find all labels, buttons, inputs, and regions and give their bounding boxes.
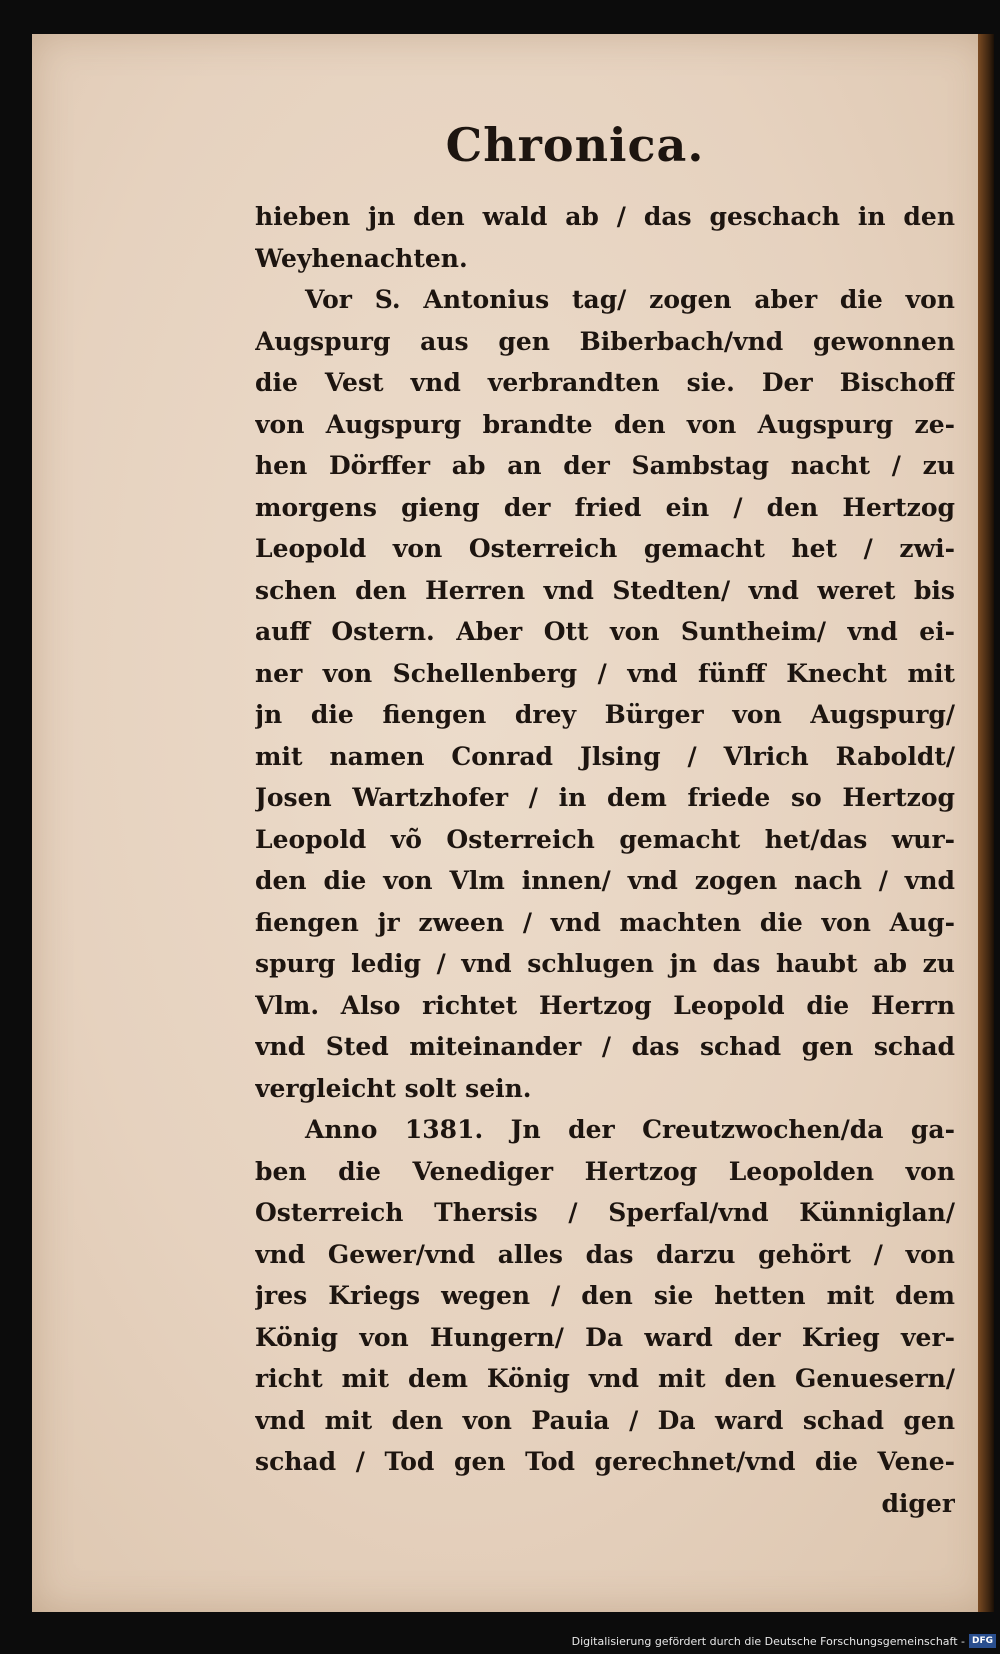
text-line: jn die fiengen drey Bürger von Augspurg/ bbox=[255, 700, 955, 729]
text-line: jres Kriegs wegen / den sie hetten mit dem bbox=[255, 1281, 955, 1310]
text-line: ner von Schellenberg / vnd fünff Knecht mit bbox=[255, 658, 955, 688]
credit-text: Digitalisierung gefördert durch die Deutsche Forschungsgemeinschaft - bbox=[571, 1634, 965, 1648]
text-line: vnd Gewer/vnd alles das darzu gehört / von bbox=[255, 1239, 955, 1269]
text-line: fiengen jr zween / vnd machten die von Aug- bbox=[255, 907, 955, 937]
text-line: mit namen Conrad Jlsing / Vlrich Raboldt/ bbox=[255, 741, 955, 771]
text-line: Josen Wartzhofer / in dem friede so Hertzog bbox=[255, 783, 955, 812]
dfg-logo-icon: DFG bbox=[969, 1634, 996, 1648]
text-block bbox=[255, 196, 955, 1524]
text-line: morgens gieng der fried ein / den Hertzog bbox=[255, 492, 955, 522]
text-line: schen den Herren vnd Stedten/ vnd weret bis bbox=[255, 575, 955, 605]
text-line: auff Ostern. Aber Ott von Suntheim/ vnd ei- bbox=[255, 617, 955, 646]
text-line: Anno 1381. Jn der Creutzwochen/da ga- bbox=[305, 1115, 955, 1144]
text-line: die Vest vnd verbrandten sie. Der Bischoff bbox=[255, 368, 955, 397]
text-line: Leopold võ Osterreich gemacht het/das wur- bbox=[255, 824, 955, 854]
running-head: Chronica. bbox=[445, 118, 705, 172]
text-line: ben die Venediger Hertzog Leopolden von bbox=[255, 1156, 955, 1186]
text-line: hen Dörffer ab an der Sambstag nacht / zu bbox=[255, 451, 955, 480]
catchword: diger bbox=[881, 1488, 955, 1518]
text-line: Augspurg aus gen Biberbach/vnd gewonnen bbox=[255, 326, 955, 356]
text-line: von Augspurg brandte den von Augspurg ze- bbox=[255, 409, 955, 439]
text-line: den die von Vlm innen/ vnd zogen nach / vnd bbox=[255, 866, 955, 895]
text-line: Vor S. Antonius tag/ zogen aber die von bbox=[305, 285, 955, 314]
text-line: spurg ledig / vnd schlugen jn das haubt ab zu bbox=[255, 949, 955, 978]
text-line: Leopold von Osterreich gemacht het / zwi- bbox=[255, 534, 955, 563]
text-line: vergleicht solt sein. bbox=[255, 1073, 532, 1103]
text-line: schad / Tod gen Tod gerechnet/vnd die Vene- bbox=[255, 1447, 955, 1476]
digitization-credit bbox=[572, 1632, 996, 1650]
text-line: Vlm. Also richtet Hertzog Leopold die Herrn bbox=[255, 990, 955, 1020]
text-line: Osterreich Thersis / Sperfal/vnd Künniglan/ bbox=[255, 1198, 955, 1227]
text-line: Weyhenachten. bbox=[255, 243, 468, 273]
text-line: richt mit dem König vnd mit den Genuesern/ bbox=[255, 1364, 955, 1393]
text-line: vnd mit den von Pauia / Da ward schad gen bbox=[255, 1405, 955, 1435]
text-line: König von Hungern/ Da ward der Krieg ver- bbox=[255, 1322, 955, 1352]
page-edge bbox=[978, 34, 994, 1612]
text-line: vnd Sted miteinander / das schad gen schad bbox=[255, 1032, 955, 1061]
text-line: hieben jn den wald ab / das geschach in den bbox=[255, 202, 955, 231]
